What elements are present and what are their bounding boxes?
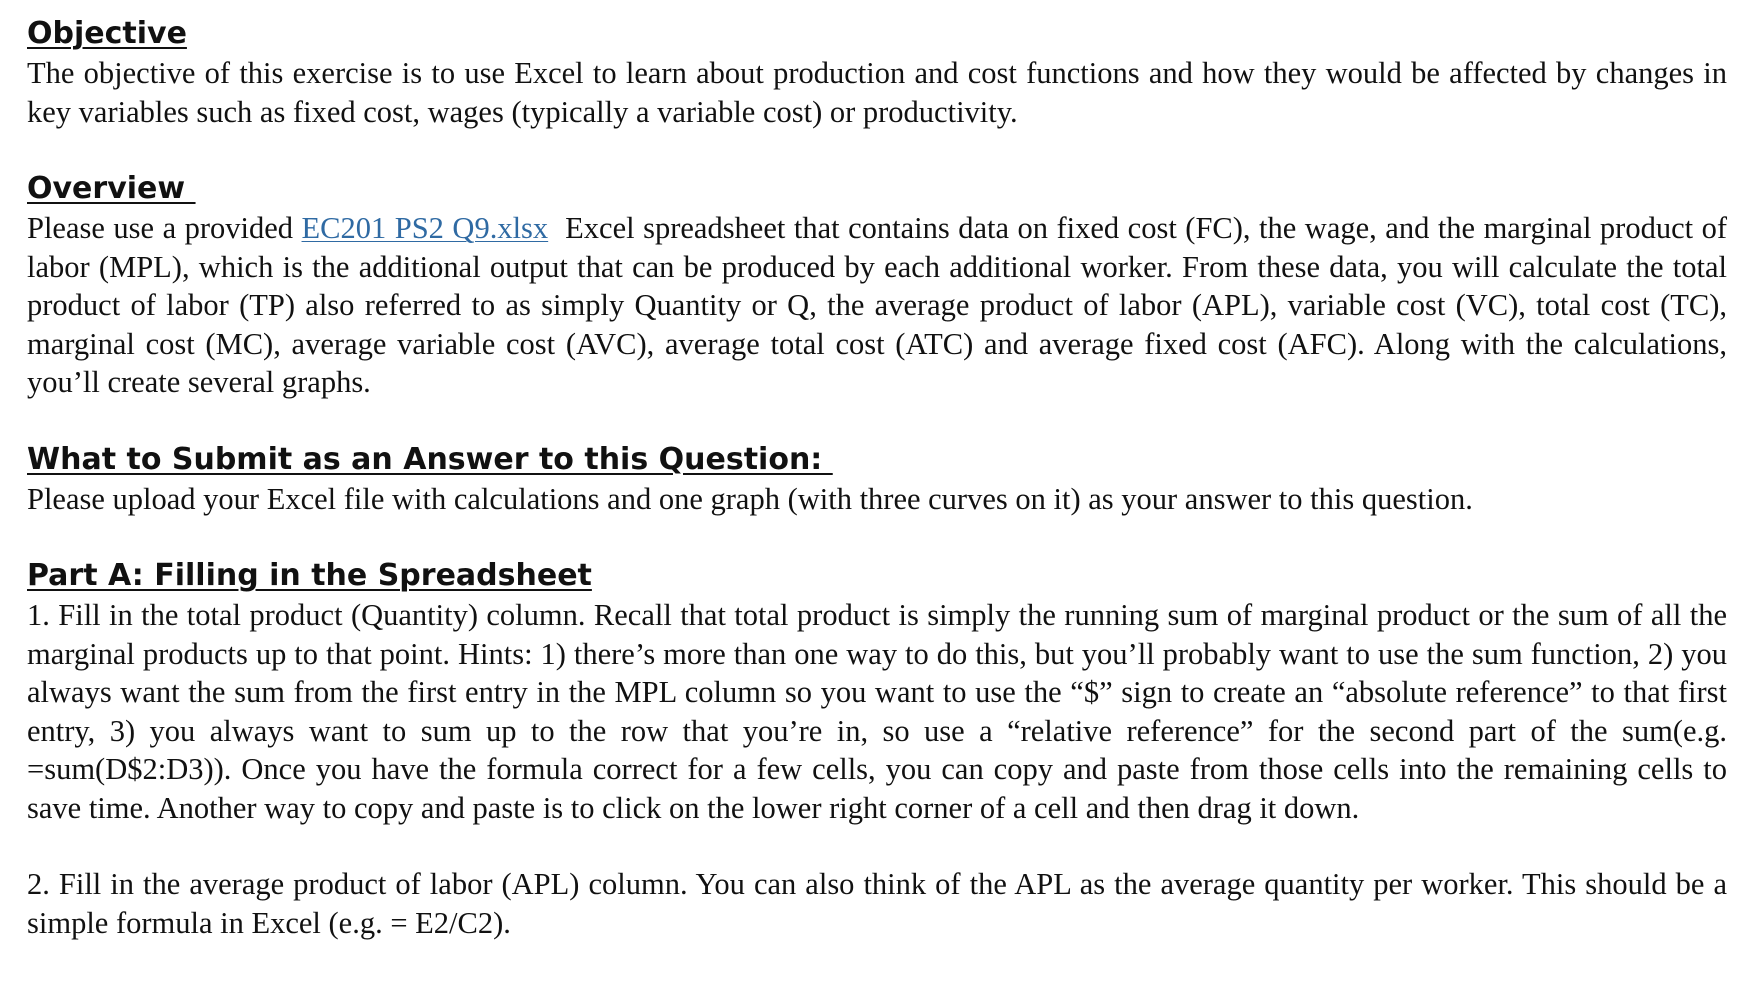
- part-a-section: [27, 556, 1727, 942]
- part-a-step-1: 1. Fill in the total product (Quantity) column. Recall that total product is simply the running sum of marginal product or the sum of all the marginal products up to that point. Hints: 1) there’s more than one way to do this, but you’ll probably want to use the sum function, 2) you always want the sum from the first entry in the MPL column so you want to use the “$” sign to create an “absolute reference” to that first entry, 3) you always want to sum up to the row that you’re in, so use a “relative reference” for the second part of the sum(e.g. =sum(D$2:D3)). Once you have the formula correct for a few cells, you can copy and paste from those cells into the remaining cells to save time. Another way to copy and paste is to click on the lower right corner of a cell and then drag it down.: [27, 598, 1727, 825]
- objective-text: The objective of this exercise is to use Excel to learn about production and cost functions and how they would be affected by changes in key variables such as fixed cost, wages (typically a variable cost) or productivity.: [27, 56, 1727, 129]
- document-page: [27, 14, 1735, 942]
- spacer: [27, 131, 1727, 169]
- overview-section: [27, 169, 1735, 402]
- part-a-step-2: 2. Fill in the average product of labor (APL) column. You can also think of the APL as the average quantity per worker. This should be a simple formula in Excel (e.g. = E2/C2).: [27, 867, 1727, 940]
- objective-section: [27, 14, 1727, 131]
- part-a-heading: Part A: Filling in the Spreadsheet: [27, 558, 592, 593]
- overview-text-start: Please use a provided: [27, 211, 302, 245]
- spreadsheet-link[interactable]: EC201 PS2 Q9.xlsx: [301, 211, 549, 245]
- spacer: [27, 827, 1727, 865]
- overview-text: [27, 209, 1735, 402]
- submit-section: [27, 440, 1727, 519]
- spacer: [27, 402, 1727, 440]
- submit-text: Please upload your Excel file with calculations and one graph (with three curves on it) as your answer to this question.: [27, 481, 1473, 516]
- overview-heading: Overview: [27, 171, 196, 206]
- overview-text-end: Excel spreadsheet that contains data on fixed cost (FC), the wage, and the marginal product of labor (MPL), which is the additional output that can be produced by each additional worker. From these data, you will calculate the total product of labor (TP) also referred to as simply Quantity or Q, the average product of labor (APL), variable cost (VC), total cost (TC), marginal cost (MC), average variable cost (AVC), average total cost (ATC) and average fixed cost (AFC). Along with the calculations, you’ll create several graphs.: [27, 211, 1735, 399]
- spacer: [27, 518, 1727, 556]
- objective-heading: Objective: [27, 16, 187, 51]
- submit-heading: What to Submit as an Answer to this Question:: [27, 441, 833, 477]
